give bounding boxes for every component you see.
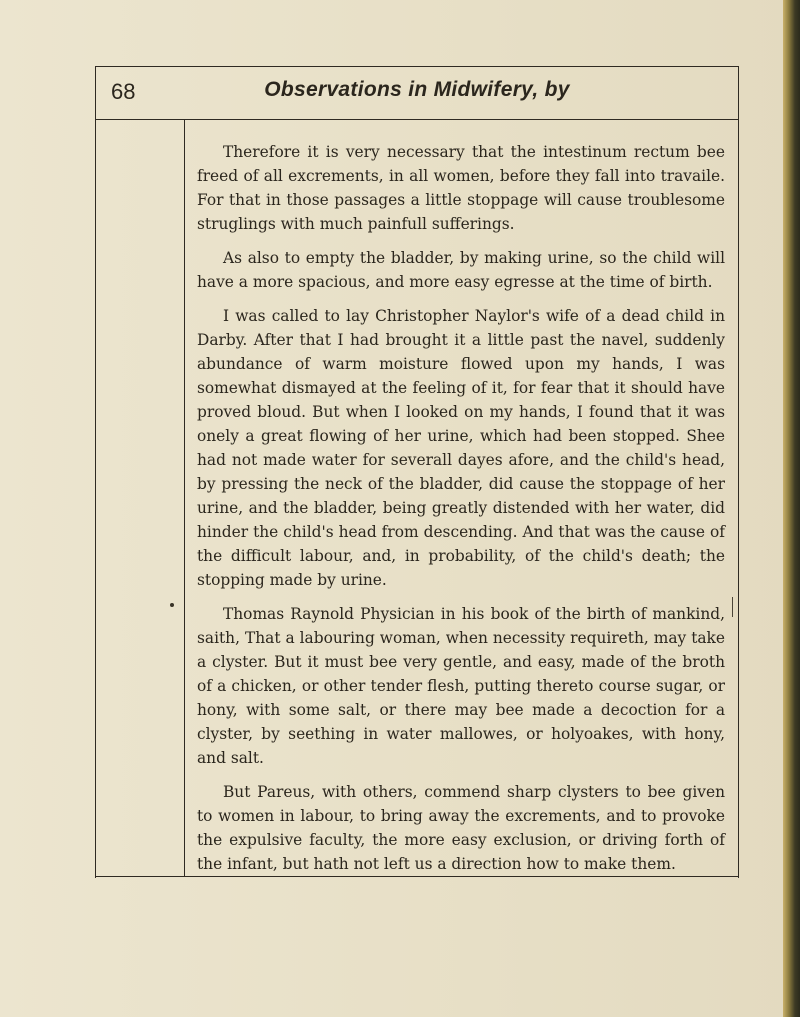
paragraph: I was called to lay Christopher Naylor's wife of a dead child in Darby. After that I had brought it a little past the navel, suddenly abundance of warm moisture flowed upon my hands, I was somewhat dismayed at the feeling of it, for fear that it should have proved bloud. But when I looked on my hands, I found that it was onely a great flowing of her urine, which had been stopped. Shee had not made water for severall dayes afore, and the child's head, by pressing the neck of the bladder, did cause the stoppage of her urine, and the bladder, being greatly distended with her water, did hinder the child's head from descending. And that was the cause of the difficult labour, and, in probability, of the child's death; the stopping made by urine. bbox=[197, 307, 725, 589]
header-bottom-rule bbox=[95, 119, 739, 120]
margin-tick bbox=[732, 597, 733, 617]
page-header bbox=[95, 67, 739, 119]
page-number: 68 bbox=[111, 79, 136, 104]
page-edge-binding bbox=[783, 0, 800, 1017]
margin-mark bbox=[170, 603, 174, 607]
paragraph: Thomas Raynold Physician in his book of the birth of mankind, saith, That a labouring woman, when necessity requireth, may take a clyster. But it must bee very gentle, and easy, made of the broth of a chicken, or other tender flesh, putting thereto course sugar, or hony, with some salt, or there may bee made a decoction for a clyster, by seething in water mallowes, or holyoakes, with hony, and salt. bbox=[197, 605, 725, 767]
paragraph: As also to empty the bladder, by making urine, so the child will have a more spacious, and more easy egresse at the time of birth. bbox=[197, 249, 725, 291]
outer-right-rule bbox=[738, 66, 739, 878]
outer-left-rule bbox=[95, 66, 96, 878]
paragraph: Therefore it is very necessary that the intestinum rectum bee freed of all excrements, in all women, before they fall into travaile. For that in those passages a little stoppage will cause troublesome struglings with much painfull sufferings. bbox=[197, 143, 725, 233]
running-title: Observations in Midwifery, by bbox=[264, 78, 570, 101]
paragraph: But Pareus, with others, commend sharp clysters to bee given to women in labour, to bring away the excrements, and to provoke the expulsive faculty, the more easy exclusion, or driving forth of the infant, but hath not left us a direction how to make them. bbox=[197, 783, 725, 873]
body-text bbox=[197, 140, 725, 886]
margin-column-rule bbox=[184, 119, 185, 876]
